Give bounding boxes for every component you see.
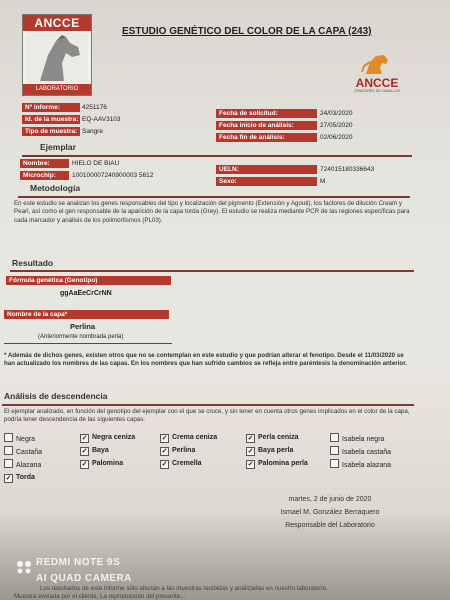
microchip-label: Microchip: bbox=[20, 171, 69, 180]
descendencia-option-label: Cremella bbox=[172, 460, 202, 467]
report-number-label: Nº informe: bbox=[22, 103, 80, 112]
descendencia-option bbox=[80, 446, 109, 456]
descendencia-option-label: Alazana bbox=[16, 462, 42, 469]
signature-name: Ismael M. González Berraquero bbox=[280, 509, 380, 516]
descendencia-option bbox=[80, 459, 123, 469]
ancce-logo bbox=[346, 52, 408, 94]
analysis-start-value: 27/05/2020 bbox=[320, 122, 353, 129]
checkbox-checked-icon: ✓ bbox=[5, 475, 12, 482]
descendencia-option bbox=[246, 446, 293, 456]
watermark-line-1: REDMI NOTE 9S bbox=[36, 557, 121, 568]
resultado-heading: Resultado bbox=[12, 258, 54, 268]
formula-label: Fórmula genética (Genotipo) bbox=[6, 276, 171, 285]
document-title: ESTUDIO GENÉTICO DEL COLOR DE LA CAPA (243) bbox=[122, 26, 372, 37]
horse-head-icon bbox=[26, 33, 88, 83]
sample-id-value: EQ-AAV3103 bbox=[82, 116, 121, 123]
descendencia-option bbox=[4, 433, 35, 445]
descendencia-option-label: Baya bbox=[92, 447, 109, 454]
checkbox-checked-icon: ✓ bbox=[247, 461, 254, 468]
metodologia-rule bbox=[18, 196, 410, 198]
descendencia-heading: Análisis de descendencia bbox=[4, 391, 108, 401]
descendencia-option bbox=[160, 433, 217, 443]
checkbox-empty-icon bbox=[330, 433, 339, 442]
metodologia-heading: Metodología bbox=[30, 183, 81, 193]
logo-right-subtitle: CRIADORES DE CABALLOS bbox=[353, 89, 401, 93]
analysis-end-value: 02/06/2020 bbox=[320, 134, 353, 141]
descendencia-option-label: Isabela alazana bbox=[342, 462, 392, 469]
footnote-text: * Además de dichos genes, existen otros que no se contemplan en este estudio y que podrían alterar el fenotipo. Desde el 11/03/2020 se han actualizado los nombres de las capas. En los nombres que han sufrido cambios se refleja entre paréntesis la denominación anterior. bbox=[4, 352, 407, 368]
capa-label: Nombre de la capa* bbox=[4, 310, 169, 319]
ancce-laboratorio-logo bbox=[22, 14, 92, 96]
descendencia-option-label: Perlina bbox=[172, 447, 196, 454]
descendencia-option-label: Torda bbox=[16, 474, 35, 481]
descendencia-option-label: Negra bbox=[16, 436, 36, 443]
signature-role: Responsable del Laboratorio bbox=[285, 522, 375, 529]
capa-note: (Anteriormente nombrada perla) bbox=[38, 334, 124, 340]
logo-left-title: ANCCE bbox=[23, 15, 91, 31]
descendencia-option bbox=[4, 446, 42, 458]
resultado-rule bbox=[10, 270, 414, 272]
capa-value: Perlina bbox=[70, 322, 96, 331]
descendencia-option-label: Negra ceniza bbox=[92, 434, 136, 441]
descendencia-text: El ejemplar analizado, en función del genotipo del ejemplar con el que se cruce, y sin tener en cuenta otros genes implicados en el color de la capa, podría tener descendencia de las siguientes capas: bbox=[4, 408, 410, 424]
descendencia-option bbox=[160, 459, 202, 469]
checkbox-checked-icon: ✓ bbox=[247, 435, 254, 442]
name-label: Nombre: bbox=[20, 159, 69, 168]
descendencia-option-label: Baya perla bbox=[258, 447, 294, 454]
checkbox-checked-icon: ✓ bbox=[247, 448, 254, 455]
descendencia-option bbox=[246, 459, 308, 469]
descendencia-option-label: Castaña bbox=[16, 449, 43, 456]
ueln-value: 724015180336643 bbox=[320, 166, 375, 173]
checkbox-checked-icon: ✓ bbox=[81, 461, 88, 468]
descendencia-option bbox=[330, 459, 391, 471]
logo-left-subtitle: LABORATORIO bbox=[23, 84, 91, 95]
checkbox-empty-icon bbox=[4, 433, 13, 442]
name-value: HIELO DE BIAU bbox=[72, 160, 120, 167]
ejemplar-heading: Ejemplar bbox=[40, 142, 76, 152]
watermark-line-2: AI QUAD CAMERA bbox=[36, 573, 132, 584]
sex-label: Sexo: bbox=[216, 177, 317, 186]
descendencia-rule bbox=[2, 404, 414, 406]
descendencia-option-label: Palomina perla bbox=[258, 460, 308, 467]
request-date-value: 24/03/2020 bbox=[320, 110, 353, 117]
disclaimer-line-2: Muestra enviada por el cliente. La reproducción del presente... bbox=[14, 593, 186, 600]
sample-type-value: Sangre bbox=[82, 128, 103, 135]
camera-dots-icon bbox=[16, 560, 32, 574]
disclaimer-line-1: Los resultados de este informe sólo afectan a las muestras recibidas y analizadas en nuestro laboratorio. bbox=[40, 585, 328, 592]
checkbox-checked-icon: ✓ bbox=[161, 435, 168, 442]
sample-type-label: Tipo de muestra: bbox=[22, 127, 80, 136]
descendencia-option bbox=[80, 433, 135, 443]
signature-date: martes, 2 de junio de 2020 bbox=[288, 496, 372, 503]
checkbox-checked-icon: ✓ bbox=[161, 461, 168, 468]
ueln-label: UELN: bbox=[216, 165, 317, 174]
descendencia-option-label: Isabela negra bbox=[342, 436, 385, 443]
checkbox-empty-icon bbox=[4, 459, 13, 468]
checkbox-checked-icon: ✓ bbox=[81, 448, 88, 455]
analysis-start-label: Fecha inicio de análisis: bbox=[216, 121, 317, 130]
sex-value: M bbox=[320, 178, 326, 185]
microchip-value: 100100007240900003 5612 bbox=[72, 172, 154, 179]
metodologia-text: En este estudio se analizan los genes responsables del tipo y localización del pigmento (Extensión y Agouti), los factores de dilución Cream y Pearl, así como el gen responsable de la aparición de la capa torda (Grey). El estudio se realiza mediante PCR de las regiones específicas para cada marcador y análisis de los polimorfismos (PL03). bbox=[14, 200, 410, 224]
checkbox-checked-icon: ✓ bbox=[161, 448, 168, 455]
descendencia-option bbox=[160, 446, 195, 456]
descendencia-option bbox=[4, 473, 35, 483]
descendencia-option-label: Isabela castaña bbox=[342, 449, 392, 456]
descendencia-option-label: Crema ceniza bbox=[172, 434, 218, 441]
logo-right-title: ANCCE bbox=[355, 76, 399, 90]
checkbox-empty-icon bbox=[330, 459, 339, 468]
formula-value: ggAaEeCrCrNN bbox=[60, 290, 112, 297]
report-number-value: 4251176 bbox=[82, 104, 107, 111]
analysis-end-label: Fecha fin de análisis: bbox=[216, 133, 317, 142]
capa-rule bbox=[4, 343, 172, 344]
descendencia-option-label: Perla ceniza bbox=[258, 434, 299, 441]
checkbox-empty-icon bbox=[330, 446, 339, 455]
request-date-label: Fecha de solicitud: bbox=[216, 109, 317, 118]
descendencia-option-label: Palomina bbox=[92, 460, 124, 467]
descendencia-option bbox=[246, 433, 298, 443]
descendencia-option bbox=[4, 459, 41, 471]
descendencia-option bbox=[330, 446, 391, 458]
ejemplar-rule bbox=[22, 155, 412, 157]
descendencia-option bbox=[330, 433, 384, 445]
horse-emblem-icon bbox=[346, 52, 408, 76]
sample-id-label: Id. de la muestra: bbox=[22, 115, 80, 124]
checkbox-empty-icon bbox=[4, 446, 13, 455]
checkbox-checked-icon: ✓ bbox=[81, 435, 88, 442]
